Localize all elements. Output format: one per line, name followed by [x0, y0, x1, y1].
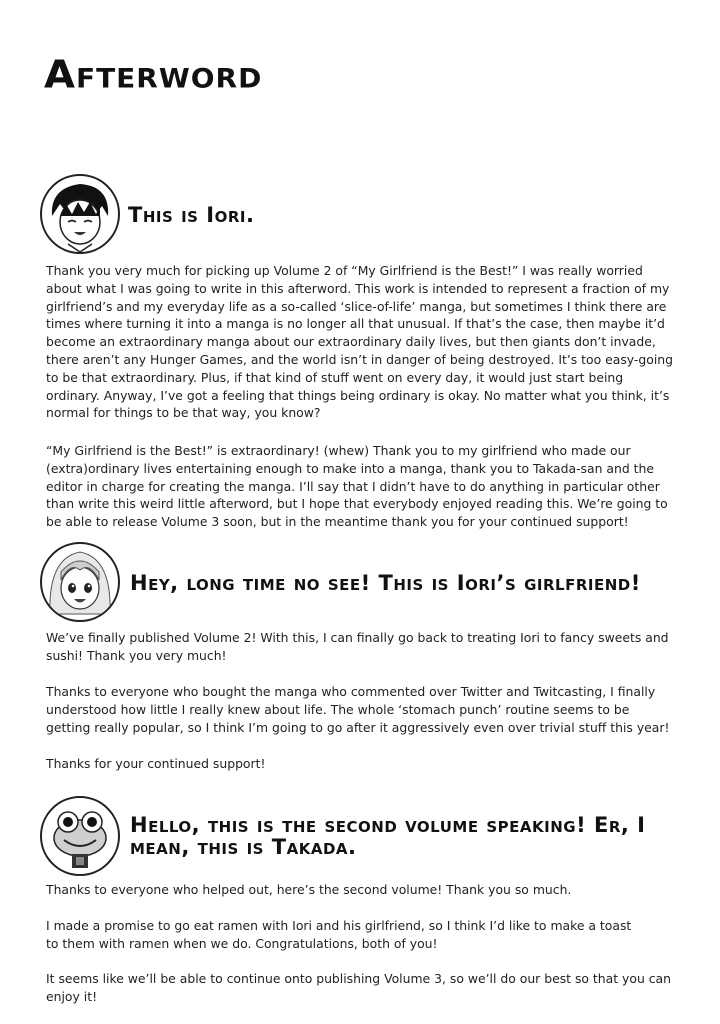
paragraph: Thanks for your continued support!	[46, 756, 266, 771]
paragraph: Thank you very much for picking up Volume 2 of “My Girlfriend is the Best!” I was really worried about what I was going to write in this afterword. This work is intended to represent a fraction of my girlfriend’s and my everyday life as a so-called ‘slice-of-life’ manga, but sometimes I think there are times where turning it into a manga is no longer all that unusual. If that’s the case, then maybe it’d become an extraordinary manga about our extraordinary daily lives, but then giants don’t invade, there aren’t any Hunger Games, and the world isn’t in danger of being destroyed. It’s too easy-going to be that extraordinary. Plus, if that kind of stuff went on every day, it would just start being ordinary. Anyway, I’ve got a feeling that things being ordinary is okay. No matter what you think, it’s normal for things to be that way, you know?	[46, 263, 673, 421]
paragraph: We’ve finally published Volume 2! With this, I can finally go back to treating Iori to fancy sweets and sushi! Thank you very much!	[46, 630, 669, 663]
paragraph: Thanks to everyone who helped out, here’s the second volume! Thank you so much.	[46, 882, 572, 897]
section-heading-iori: This is Iori.	[128, 203, 255, 227]
paragraph: I made a promise to go eat ramen with Iori and his girlfriend, so I think I’d like to make a toast to them with ramen when we do. Congratulations, both of you!	[46, 918, 632, 951]
frog-character-avatar-icon	[40, 796, 120, 876]
section-heading-girlfriend: Hey, long time no see! This is Iori’s girlfriend!	[130, 571, 641, 595]
boy-character-avatar-icon	[40, 174, 120, 254]
paragraph: It seems like we’ll be able to continue onto publishing Volume 3, so we’ll do our best so that you can enjoy it!	[46, 971, 671, 1004]
page-title: Afterword	[44, 53, 263, 97]
paragraph: “My Girlfriend is the Best!” is extraordinary! (whew) Thank you to my girlfriend who made our (extra)ordinary lives entertaining enough to make into a manga, thank you to Takada-san and the editor in charge for creating the manga. I’ll say that I didn’t have to do anything in particular other than write this weird little afterword, but I hope that everybody enjoyed reading this. We’re going to be able to release Volume 3 soon, but in the meantime thank you for your continued support!	[46, 443, 668, 530]
girl-character-avatar-icon	[40, 542, 120, 622]
section-heading-takada: Hello, this is the second volume speaking! Er, I mean, this is Takada.	[130, 813, 646, 859]
paragraph: Thanks to everyone who bought the manga who commented over Twitter and Twitcasting, I finally understood how little I really knew about life. The whole ‘stomach punch’ routine seems to be getting really popular, so I think I’m going to go after it aggressively even over trivial stuff this year!	[46, 684, 670, 735]
